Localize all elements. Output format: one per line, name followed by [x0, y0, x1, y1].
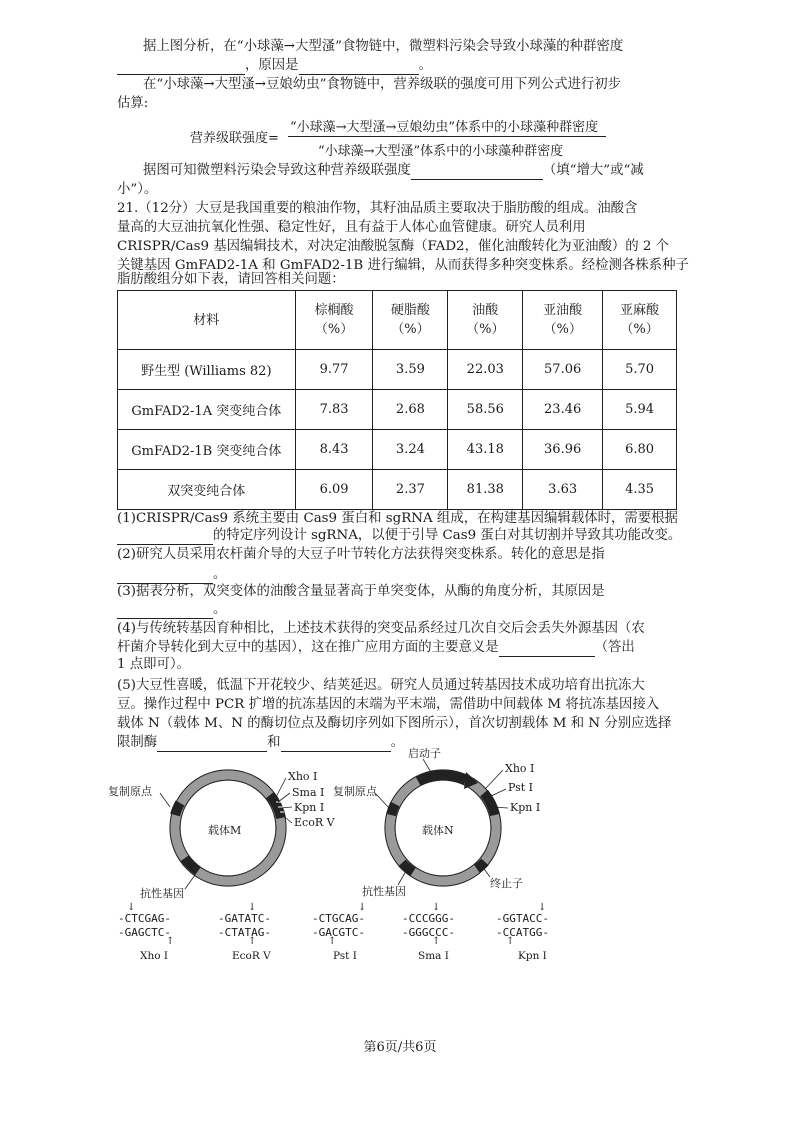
header-cell: 棕榈酸 （%） [295, 291, 373, 350]
intro-line-1 [143, 38, 623, 56]
value-cell: 22.03 [448, 350, 523, 390]
vector-m-ori-label: 复制原点 [108, 785, 152, 798]
answer-blank[interactable] [117, 569, 213, 584]
vector-n-ori-label: 复制原点 [333, 785, 377, 798]
seq-top: -CCCGGG- [402, 912, 455, 925]
value-cell: 57.06 [523, 350, 603, 390]
intro-line-2: ，原因是 。 [117, 57, 432, 75]
vector-m-resistance-label: 抗性基因 [140, 887, 184, 900]
value-cell: 36.96 [523, 430, 603, 470]
material-cell: GmFAD2-1A 突变纯合体 [118, 390, 296, 430]
question-text: 。 [390, 735, 404, 750]
q2-line-2 [117, 566, 226, 584]
answer-blank[interactable] [117, 530, 213, 545]
question-text: 。 [213, 602, 227, 617]
value-cell: 5.94 [603, 390, 677, 430]
cut-arrow-down-icon: ↓ [538, 902, 547, 913]
q5-line-3: 载体 N（载体 M、N 的酶切位点及酶切序列如下图所示），首次切割载体 M 和 N 分别应选择 [117, 716, 672, 731]
question-text: （答出 [594, 640, 635, 655]
vector-m-site-xhoi: Xho I [288, 770, 318, 783]
question-text: 的特定序列设计 sgRNA，以便于引导 Cas9 蛋白对其切割并导致其功能改变。 [213, 528, 682, 543]
q21-line-3: CRISPR/Cas9 基因编辑技术，对决定油酸脱氢酶（FAD2，催化油酸转化为亚油酸）的 2 个 [117, 239, 670, 254]
answer-blank[interactable] [411, 165, 543, 180]
enzyme-name: Sma I [418, 950, 449, 962]
cut-arrow-up-icon: ↑ [166, 936, 175, 947]
header-cell: 亚麻酸 （%） [603, 291, 677, 350]
q4-line-1: (4)与传统转基因育种相比，上述技术获得的突变品系经过几次自交后会丢失外源基因（农 [117, 621, 645, 636]
intro-text: 据上图分析，在“小球藻→大型溞”食物链中，微塑料污染会导致小球藻的种群密度 [143, 39, 624, 54]
intro-text: 据图可知微塑料污染会导致这种营养级联强度 [143, 163, 411, 178]
fatty-acid-table [117, 290, 677, 510]
seq-top: -CTGCAG- [312, 912, 365, 925]
page-footer: 第6页/共6页 [363, 1040, 437, 1055]
table-row [118, 390, 677, 430]
answer-blank[interactable] [299, 60, 419, 75]
formula-denominator: “小球藻→大型溞”体系中的小球藻种群密度 [318, 144, 564, 159]
enzyme-name: Kpn I [518, 950, 547, 962]
q21-line-4: 关键基因 GmFAD2-1A 和 GmFAD2-1B 进行编辑，从而获得多种突变株系。经检测各株系种子 [117, 258, 689, 273]
vector-m-label: 载体M [208, 824, 242, 837]
seq-bottom: -GACGTC- [312, 926, 365, 939]
value-cell: 2.68 [373, 390, 448, 430]
header-cell: 硬脂酸 （%） [373, 291, 448, 350]
vector-n-promoter-label: 启动子 [408, 747, 441, 760]
seq-bottom: -GGGCCC- [402, 926, 455, 939]
vector-n-resistance-label: 抗性基因 [362, 885, 406, 898]
seq-bottom: -CTATAG- [218, 926, 271, 939]
cut-arrow-up-icon: ↑ [506, 936, 515, 947]
question-text: 和 [267, 735, 281, 750]
material-cell: 野生型 (Williams 82) [118, 350, 296, 390]
intro-text: （填“增大”或“减 [542, 163, 644, 178]
seq-bottom: -GAGCTC- [118, 926, 171, 939]
vector-m-site-smai: Sma I [292, 786, 325, 799]
table-row [118, 430, 677, 470]
value-cell: 3.63 [523, 470, 603, 510]
table-header-row [118, 291, 677, 350]
value-cell: 8.43 [295, 430, 373, 470]
vector-n-site-kpni: Kpn I [510, 801, 541, 814]
header-cell: 亚油酸 （%） [523, 291, 603, 350]
header-cell: 油酸 （%） [448, 291, 523, 350]
intro-line-6: 小”）。 [117, 182, 158, 197]
q3-line-2 [117, 601, 226, 619]
q5-line-1: (5)大豆性喜暖，低温下开花较少、结荚延迟。研究人员通过转基因技术成功培育出抗冻大 [117, 678, 645, 693]
question-text: 。 [213, 567, 227, 582]
vector-m-site-kpni: Kpn I [294, 801, 325, 814]
cut-arrow-up-icon: ↑ [328, 936, 337, 947]
q3-line-1: (3)据表分析，双突变体的油酸含量显著高于单突变体，从酶的角度分析，其原因是 [117, 584, 605, 599]
value-cell: 6.80 [603, 430, 677, 470]
question-text: 限制酶 [117, 735, 158, 750]
vector-n-terminator-label: 终止子 [490, 877, 523, 890]
enzyme-name: EcoR V [232, 950, 271, 962]
table-row [118, 350, 677, 390]
value-cell: 23.46 [523, 390, 603, 430]
vector-n-site-psti: Pst I [508, 781, 534, 794]
value-cell: 3.24 [373, 430, 448, 470]
value-cell: 4.35 [603, 470, 677, 510]
intro-line-3: 在“小球藻→大型溞→豆娘幼虫”食物链中，营养级联的强度可用下列公式进行初步 [143, 77, 622, 92]
intro-line-4: 估算: [117, 96, 149, 111]
q21-line-2: 量高的大豆油抗氧化性强、稳定性好，且有益于人体心血管健康。研究人员利用 [117, 220, 586, 235]
value-cell: 9.77 [295, 350, 373, 390]
seq-top: -GATATC- [218, 912, 271, 925]
vector-n-site-xhoi: Xho I [505, 762, 535, 775]
value-cell: 58.56 [448, 390, 523, 430]
seq-top: -CTCGAG- [118, 912, 171, 925]
intro-text: ，原因是 [245, 58, 299, 73]
vector-m-site-ecorv: EcoR V [294, 816, 335, 829]
q1-line-2 [117, 527, 681, 545]
table-row [118, 470, 677, 510]
value-cell: 43.18 [448, 430, 523, 470]
cut-arrow-down-icon: ↓ [127, 902, 136, 913]
q5-line-2: 豆。操作过程中 PCR 扩增的抗冻基因的末端为平末端，需借助中间载体 M 将抗冻基因接入 [117, 697, 660, 712]
enzyme-name: Pst I [333, 950, 357, 962]
formula [190, 116, 610, 160]
material-cell: GmFAD2-1B 突变纯合体 [118, 430, 296, 470]
q4-line-3: 1 点即可）。 [117, 657, 191, 672]
question-text: 杆菌介导转化到大豆中的基因），这在推广应用方面的主要意义是 [117, 640, 499, 655]
answer-blank[interactable] [117, 60, 245, 75]
seq-bottom: -CCATGG- [496, 926, 549, 939]
q4-line-2 [117, 639, 635, 657]
material-cell: 双突变纯合体 [118, 470, 296, 510]
cut-arrow-up-icon: ↑ [248, 936, 257, 947]
cut-arrow-down-icon: ↓ [432, 902, 441, 913]
fraction-bar [288, 136, 606, 137]
seq-top: -GGTACC- [496, 912, 549, 925]
value-cell: 5.70 [603, 350, 677, 390]
value-cell: 6.09 [295, 470, 373, 510]
value-cell: 81.38 [448, 470, 523, 510]
intro-line-5 [143, 162, 644, 180]
enzyme-name: Xho I [140, 950, 169, 962]
formula-label: 营养级联强度= [190, 131, 279, 146]
q21-line-5: 脂肪酸组分如下表，请回答相关问题： [117, 272, 345, 287]
value-cell: 2.37 [373, 470, 448, 510]
q1-line-1: (1)CRISPR/Cas9 系统主要由 Cas9 蛋白和 sgRNA 组成，在构建基因编辑载体时，需要根据 [117, 511, 678, 526]
answer-blank[interactable] [499, 642, 595, 657]
cut-arrow-down-icon: ↓ [248, 902, 257, 913]
value-cell: 3.59 [373, 350, 448, 390]
header-material: 材料 [118, 291, 296, 350]
q21-line-1: 21.（12分）大豆是我国重要的粮油作物，其籽油品质主要取决于脂肪酸的组成。油酸含 [117, 201, 638, 216]
vector-n-label: 载体N [422, 824, 454, 837]
formula-numerator: “小球藻→大型溞→豆娘幼虫”体系中的小球藻种群密度 [290, 120, 599, 135]
answer-blank[interactable] [117, 604, 213, 619]
cut-arrow-up-icon: ↑ [432, 936, 441, 947]
q2-line-1: (2)研究人员采用农杆菌介导的大豆子叶节转化方法获得突变株系。转化的意思是指 [117, 547, 605, 562]
cut-arrow-down-icon: ↓ [358, 902, 367, 913]
value-cell: 7.83 [295, 390, 373, 430]
